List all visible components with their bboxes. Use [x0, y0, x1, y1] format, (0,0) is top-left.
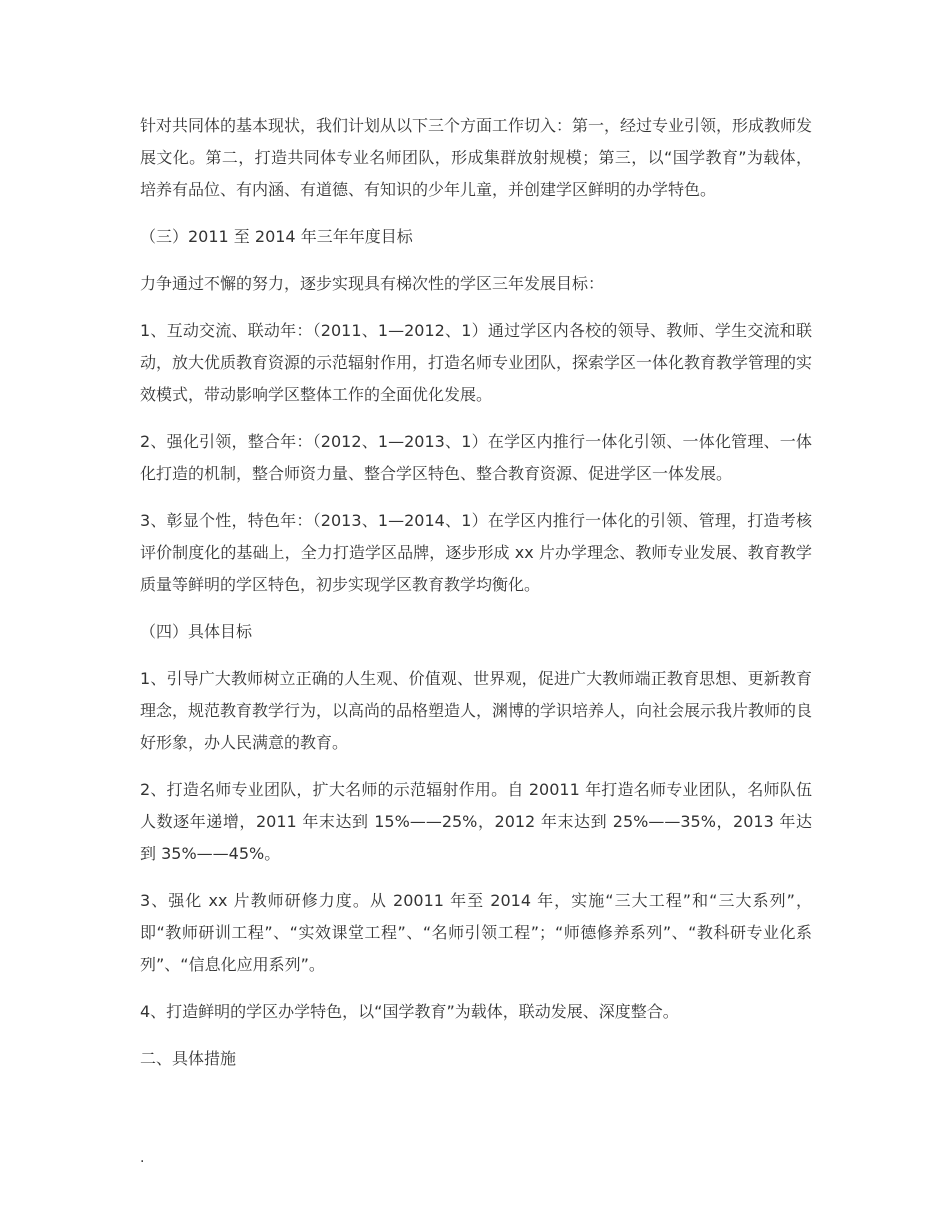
paragraph-goal-intro: 力争通过不懈的努力，逐步实现具有梯次性的学区三年发展目标：	[140, 274, 605, 293]
paragraph-year-one: 1、互动交流、联动年：（2011、1—2012、1）通过学区内各校的领导、教师、学生交流和联动，放大优质教育资源的示范辐射作用，打造名师专业团队，探索学区一体化教育教学管理的实效模式，带动影响学区整体工作的全面优化发展。	[140, 321, 813, 404]
paragraph-goal-two: 2、打造名师专业团队，扩大名师的示范辐射作用。自 20011 年打造名师专业团队，名师队伍人数逐年递增，2011 年末达到 15%——25%，2012 年末达到 25%——35%，2013 年达到 35%——45%。	[140, 780, 812, 863]
section-heading-specific-goals: （四）具体目标	[140, 622, 253, 641]
paragraph-goal-three: 3、强化 xx 片教师研修力度。从 20011 年至 2014 年，实施“三大工程”和“三大系列”，即“教师研训工程”、“实效课堂工程”、“名师引领工程”；“师德修养系列”、“教科研专业化系列”、“信息化应用系列”。	[140, 891, 812, 974]
document-body	[140, 110, 812, 1090]
page-footer-mark: .	[140, 1150, 145, 1166]
paragraph-intro: 针对共同体的基本现状，我们计划从以下三个方面工作切入：第一，经过专业引领，形成教师发展文化。第二，打造共同体专业名师团队，形成集群放射规模；第三，以“国学教育”为载体，培养有品位、有内涵、有道德、有知识的少年儿童，并创建学区鲜明的办学特色。	[140, 116, 813, 199]
paragraph-goal-four: 4、打造鲜明的学区办学特色，以“国学教育”为载体，联动发展、深度整合。	[140, 1002, 679, 1021]
section-heading-measures: 二、具体措施	[140, 1049, 237, 1068]
paragraph-goal-one: 1、引导广大教师树立正确的人生观、价值观、世界观，促进广大教师端正教育思想、更新教育理念，规范教育教学行为，以高尚的品格塑造人，渊博的学识培养人，向社会展示我片教师的良好形象，办人民满意的教育。	[140, 669, 813, 752]
paragraph-year-two: 2、强化引领，整合年：（2012、1—2013、1）在学区内推行一体化引领、一体化管理、一体化打造的机制，整合师资力量、整合学区特色、整合教育资源、促进学区一体发展。	[140, 432, 812, 483]
paragraph-year-three: 3、彰显个性，特色年：（2013、1—2014、1）在学区内推行一体化的引领、管理，打造考核评价制度化的基础上，全力打造学区品牌，逐步形成 xx 片办学理念、教师专业发展、教育教学质量等鲜明的学区特色，初步实现学区教育教学均衡化。	[140, 511, 812, 594]
section-heading-three-year-goals: （三）2011 至 2014 年三年年度目标	[140, 227, 413, 246]
